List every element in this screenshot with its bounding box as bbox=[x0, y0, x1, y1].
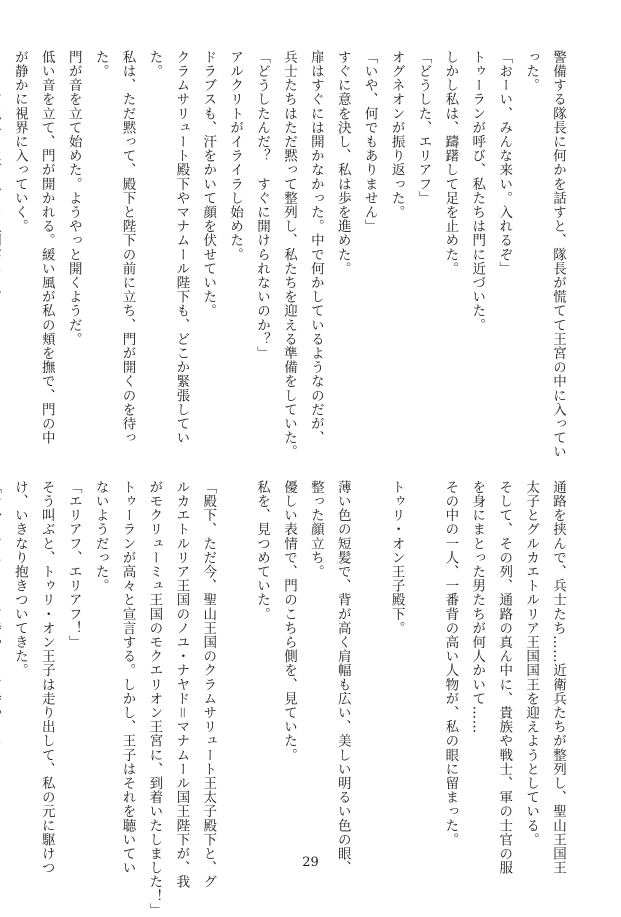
text-line: 「殿下、ただ今、聖山王国のクラムサリュート王太子殿下と、グ bbox=[200, 480, 217, 889]
text-line: 扉はすぐには開かなかった。中で何かしているようなのだが、 bbox=[307, 50, 324, 445]
text-line: 私を、見つめていた。 bbox=[254, 480, 271, 621]
text-line: そして、その列、通路の真ん中に、貴族や戦士、軍の士官の服 bbox=[496, 480, 513, 875]
blank-line bbox=[221, 480, 248, 870]
text-line: 「いや、何でもありません」 bbox=[361, 50, 378, 234]
text-block-lower bbox=[0, 480, 571, 917]
text-line: 「エリアフ、エリアフ！」 bbox=[65, 480, 82, 650]
text-line: 通路を挟んで、兵士たち……近衛兵たちが整列し、聖山王国王 bbox=[550, 480, 566, 875]
blank-line bbox=[356, 480, 383, 870]
text-line: 薄い色の短髪で、背が高く肩幅も広い、美しい明るい色の眼、 bbox=[334, 480, 351, 875]
text-line: を身にまとった男たちが何人かいて…… bbox=[469, 480, 486, 734]
text-line: た。 bbox=[92, 50, 109, 79]
text-line: クラムサリュート殿下やマナムール陛下も、どこか緊張してい bbox=[173, 50, 190, 445]
text-line: アルクリトがイライラし始めた。 bbox=[227, 50, 244, 262]
text-line: ルカエトルリア王国のノユ・ナヤド＝マナムール国王陛下が、我 bbox=[173, 480, 190, 889]
text-line: 「どうした、エリアフ」 bbox=[415, 50, 432, 206]
text-line: しかし私は、躊躇して足を止めた。 bbox=[442, 50, 459, 276]
text-line: 「おーい、みんな来い。入れるぞ」 bbox=[496, 50, 513, 276]
text-line: った。 bbox=[523, 50, 540, 93]
text-line: トゥリ・オン王子殿下。 bbox=[388, 480, 405, 636]
text-line: トゥーランが呼び、私たちは門に近づいた。 bbox=[469, 50, 486, 332]
blank-line bbox=[410, 480, 437, 870]
text-line bbox=[0, 480, 6, 870]
text-line: 優しい表情で、門のこちら側を、見ていた。 bbox=[280, 480, 297, 762]
text-line: すぐに意を決し、私は歩を進めた。 bbox=[334, 50, 351, 276]
text-line: がモクリューミュ王国のモクエリオン王宮に、到着いたしました！」 bbox=[146, 480, 163, 917]
text-line: トゥーランが高々と宣言する。しかし、王子はそれを聴いてい bbox=[119, 480, 136, 875]
text-line: 兵士たちはただ黙って整列し、私たちを迎える準備をしていた。 bbox=[280, 50, 297, 459]
text-block-upper bbox=[0, 50, 571, 459]
text-line: オグネオンが振り返った。 bbox=[388, 50, 405, 220]
text-line bbox=[0, 50, 6, 450]
text-line: ドラブスも、汗をかいて顔を伏せていた。 bbox=[200, 50, 217, 318]
text-line: た。 bbox=[146, 50, 163, 79]
text-line: 警備する隊長に何かを話すと、隊長が慌てて王宮の中に入ってい bbox=[550, 50, 566, 459]
text-line: 太子とグルカエトルリア王国国王を迎えようとしている。 bbox=[523, 480, 540, 847]
text-line: 「どうしたんだ？ すぐに開けられないのか？」 bbox=[254, 50, 271, 361]
text-line: そう叫ぶと、トゥリ・オン王子は走り出して、私の元に駆けつ bbox=[38, 480, 55, 875]
text-line: 整った顔立ち。 bbox=[307, 480, 324, 579]
text-line: その中の一人、一番背の高い人物が、私の眼に留まった。 bbox=[442, 480, 459, 847]
text-line: 低い音を立て、門が開かれる。緩い風が私の頬を撫で、門の中 bbox=[38, 50, 55, 445]
text-line: 私は、ただ黙って、殿下と陛下の前に立ち、門が開くのを待っ bbox=[119, 50, 136, 445]
page-number: 29 bbox=[302, 855, 319, 870]
text-line: が静かに視界に入っていく。 bbox=[11, 50, 28, 234]
text-line: け、いきなり抱きついてきた。 bbox=[11, 480, 28, 678]
text-line: 門が音を立て始めた。ようやっと開くようだ。 bbox=[65, 50, 82, 347]
text-line: ないようだった。 bbox=[92, 480, 109, 593]
